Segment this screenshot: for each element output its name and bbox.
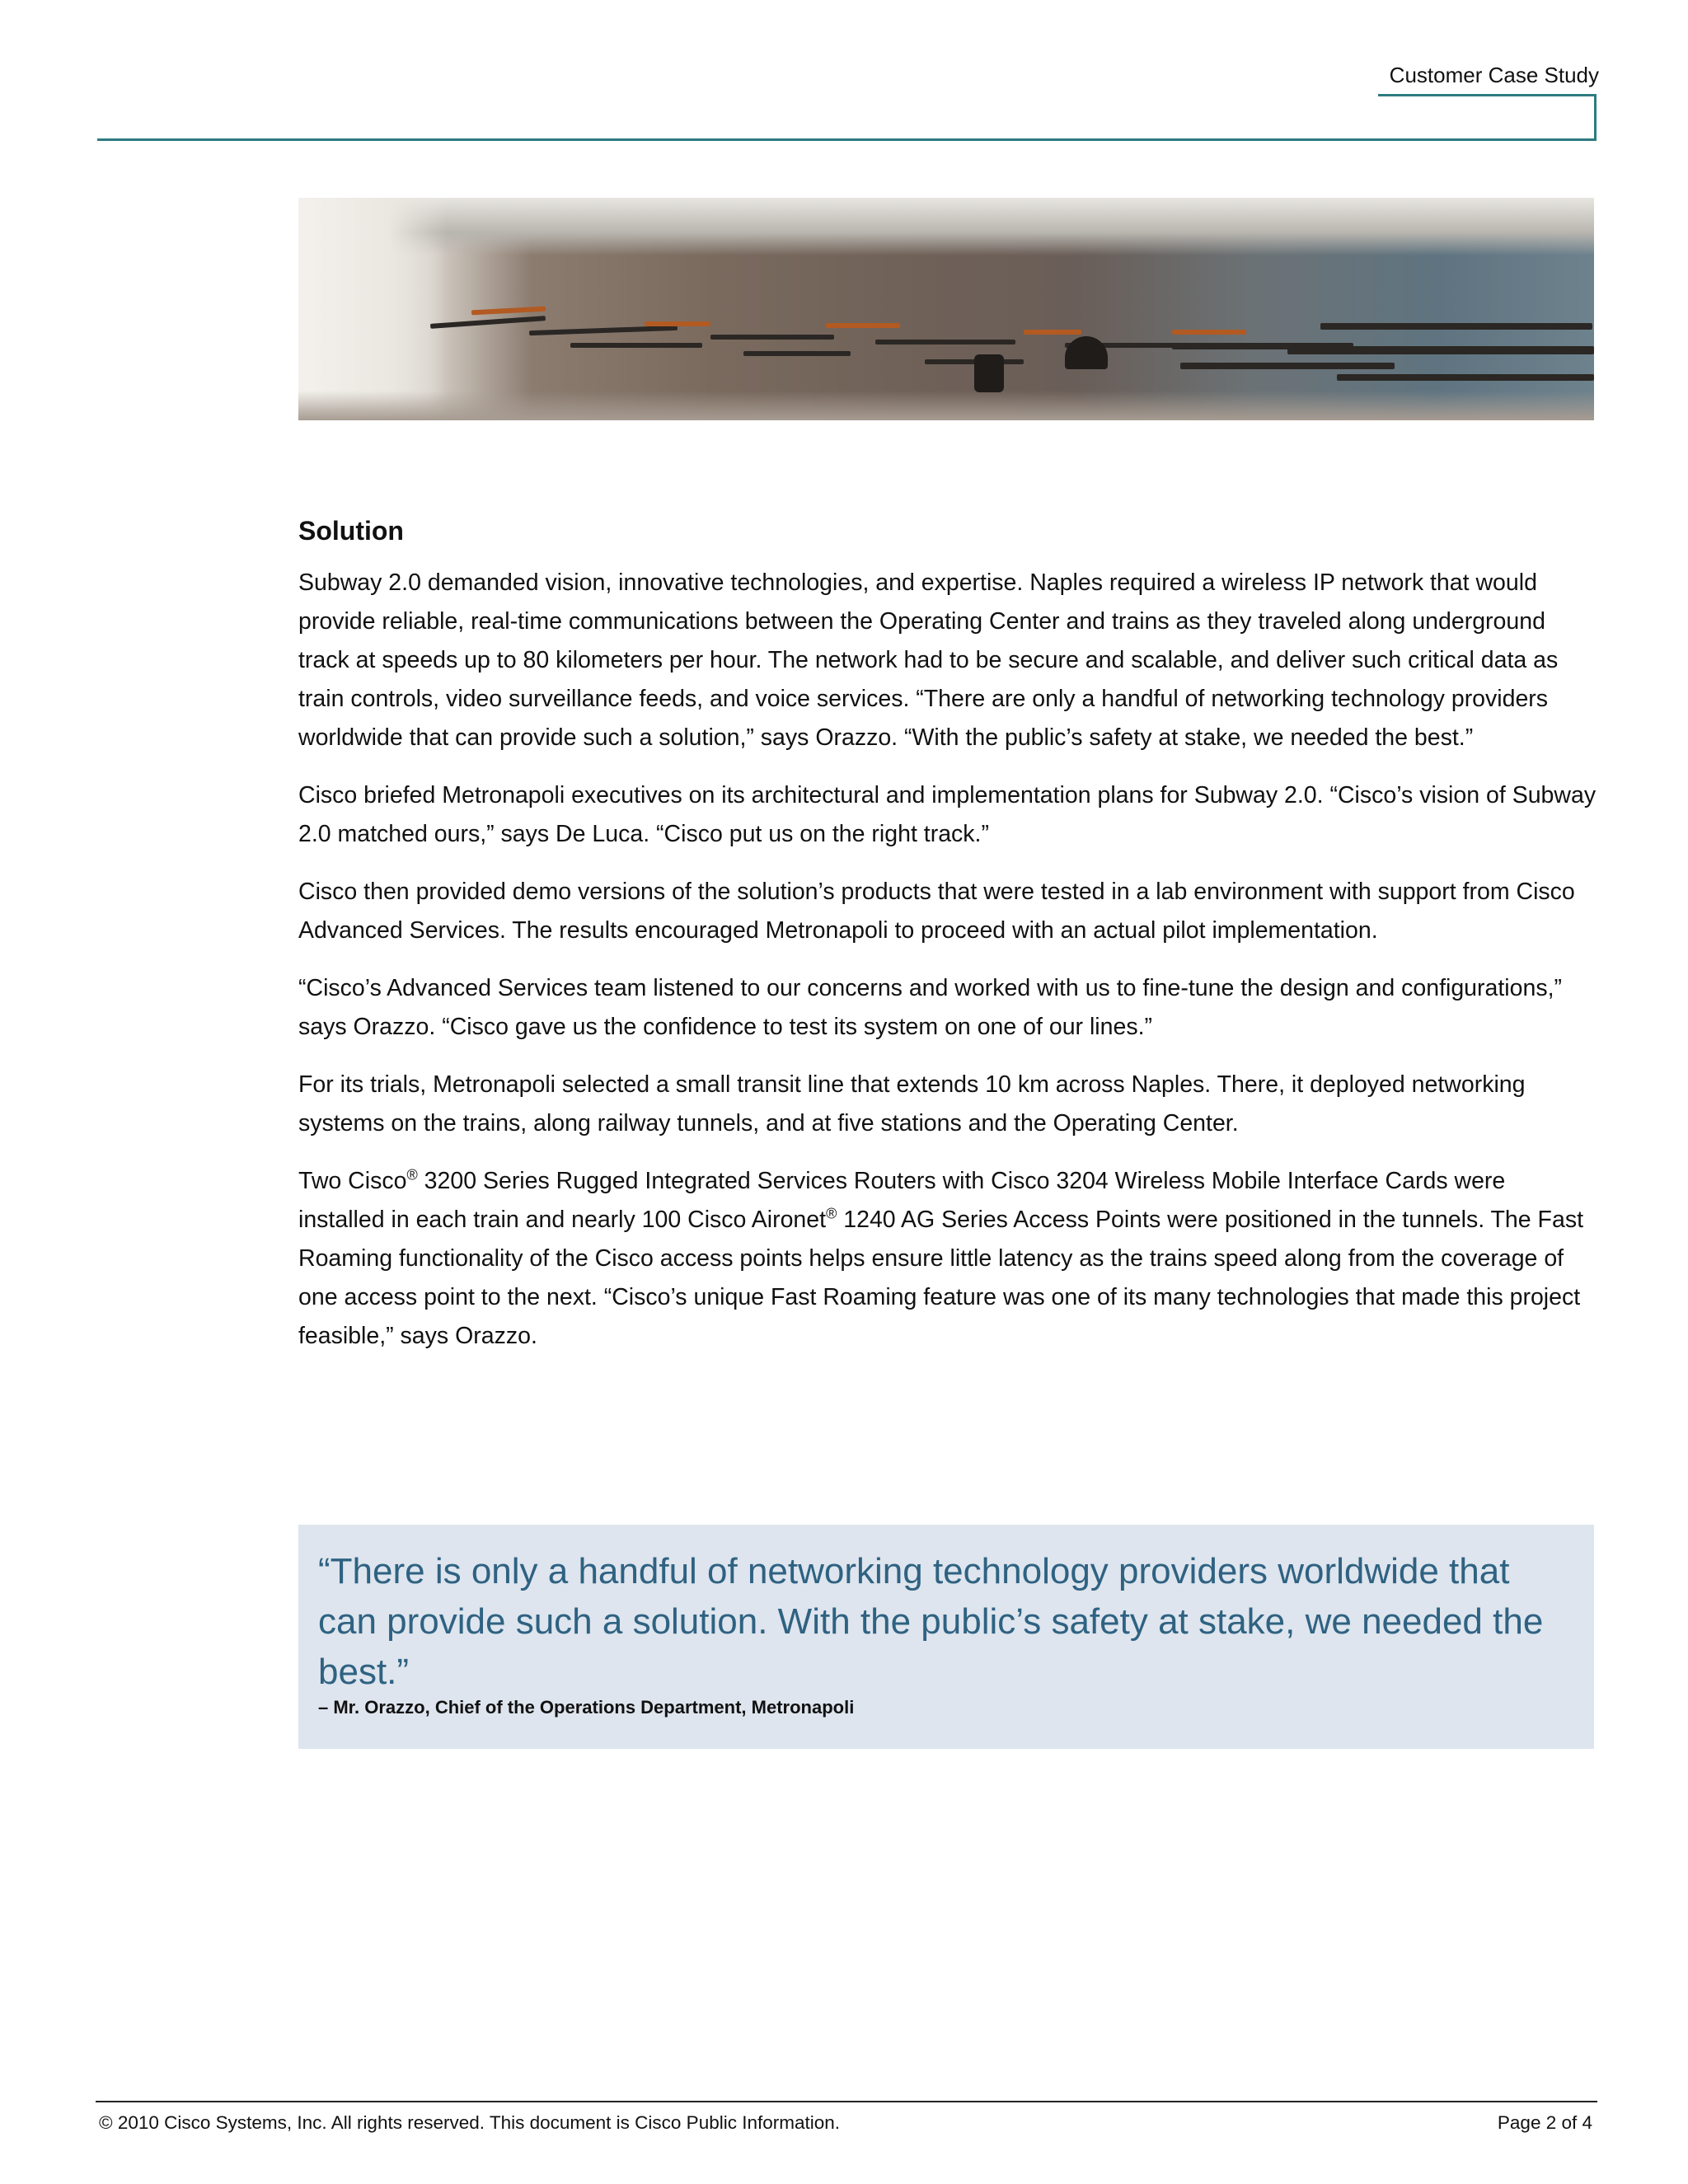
hero-rail (529, 326, 678, 335)
header-rule (97, 138, 1596, 141)
hero-rail (826, 323, 900, 328)
body-text: 1240 AG Series Access Points were positioned in the tunnels. The Fast Roaming functionality of the Cisco access points helps ensure little latency as the trains speed along from the coverage of one access point to the next. “Cisco’s unique Fast Roaming feature was one of its many technologies that made this project feasible,” says Orazzo. (298, 1206, 1583, 1349)
body-text: 3200 Series Rugged Integrated Services Routers with Cisco 3204 Wireless Mobile Interface Cards were installed in each train and nearly 100 Cisco Aironet (298, 1167, 1506, 1233)
hero-rail (1024, 330, 1081, 335)
pull-quote-text: “There is only a handful of networking technology providers worldwide that can provide such a solution. With the public’s safety at stake, we needed the best.” (318, 1551, 1544, 1692)
hero-rail (645, 321, 710, 326)
body-paragraph: “Cisco’s Advanced Services team listened to our concerns and worked with us to fine-tune the design and configurations,” says Orazzo. “Cisco gave us the confidence to test its system on one of our lines.” (298, 974, 1562, 1040)
hero-rail (1287, 346, 1594, 354)
body-paragraph (298, 1162, 1597, 1356)
hero-rail (471, 307, 546, 316)
hero-image (298, 198, 1594, 420)
solution-section (298, 514, 1597, 1375)
hero-rail (430, 316, 546, 329)
hero-left-light (298, 198, 447, 420)
body-paragraph: Subway 2.0 demanded vision, innovative technologies, and expertise. Naples required a wireless IP network that would provide reliable, real-time communications between the Operating Center and trains as they traveled along underground track at speeds up to 80 kilometers per hour. The network had to be secure and scalable, and deliver such critical data as train controls, video surveillance feeds, and voice services. “There are only a handful of networking technology providers worldwide that can provide such a solution,” says Orazzo. “With the public’s safety at stake, we needed the best.” (298, 569, 1559, 751)
hero-rail (570, 343, 702, 348)
hero-object (1065, 336, 1108, 369)
document-type-label: Customer Case Study (1389, 63, 1599, 87)
hero-rail (1320, 323, 1592, 330)
hero-rail (743, 351, 851, 356)
hero-rail (710, 335, 834, 340)
body-paragraph: Cisco then provided demo versions of the solution’s products that were tested in a lab environment with support from Cisco Advanced Services. The results encouraged Metronapoli to proceed with an actual pilot implementation. (298, 878, 1575, 944)
body-paragraph: Cisco briefed Metronapoli executives on its architectural and implementation plans for Subway 2.0. “Cisco’s vision of Subway 2.0 matched ours,” says De Luca. “Cisco put us on the right track.” (298, 781, 1597, 847)
pull-quote-attribution: – Mr. Orazzo, Chief of the Operations Department, Metronapoli (318, 1697, 855, 1718)
hero-rail (1180, 363, 1395, 369)
body-paragraph: For its trials, Metronapoli selected a small transit line that extends 10 km across Naples. There, it deployed networking systems on the trains, along railway tunnels, and at five stations and the Operating Center. (298, 1071, 1526, 1137)
hero-rail (1337, 374, 1594, 381)
hero-rail (875, 340, 1015, 344)
section-heading: Solution (298, 516, 404, 546)
body-text: Two Cisco (298, 1167, 407, 1194)
pull-quote-box (298, 1525, 1594, 1749)
hero-floor (298, 391, 1594, 420)
hero-object (974, 354, 1004, 392)
registered-mark: ® (826, 1205, 837, 1222)
footer-copyright: © 2010 Cisco Systems, Inc. All rights reserved. This document is Cisco Public Information. (99, 2112, 841, 2133)
hero-rail (1172, 330, 1246, 335)
header-tab-outline (1378, 94, 1597, 141)
hero-ceiling (298, 198, 1594, 255)
registered-mark: ® (406, 1166, 418, 1183)
page-number: Page 2 of 4 (1497, 2112, 1592, 2133)
footer-rule (96, 2101, 1597, 2102)
